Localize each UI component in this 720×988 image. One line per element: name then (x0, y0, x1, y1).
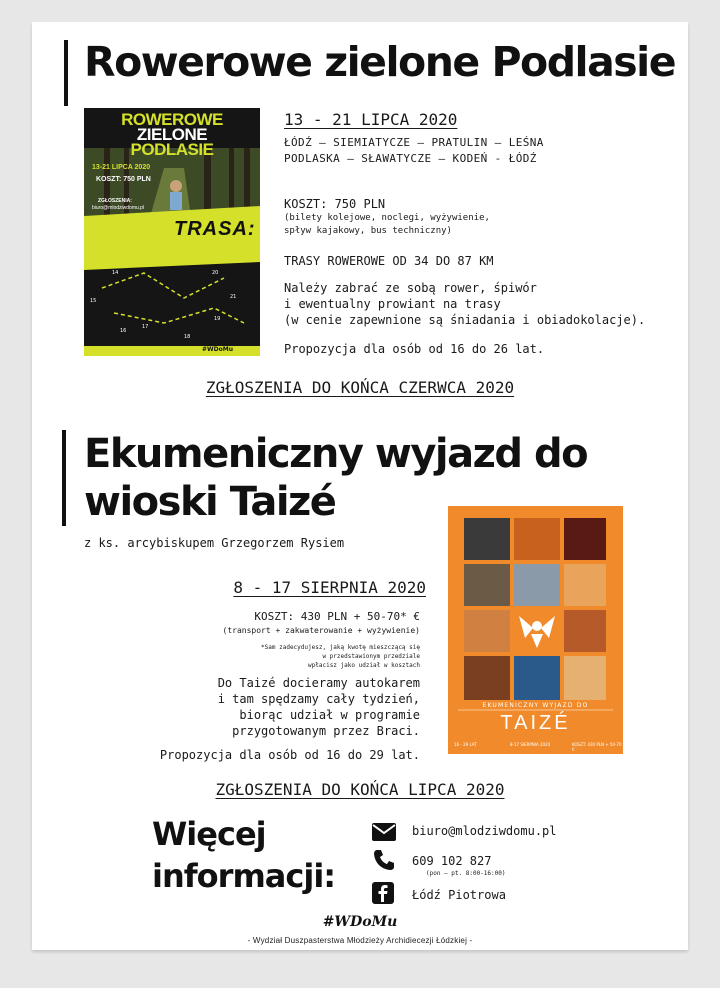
envelope-icon (372, 823, 396, 841)
poster-dates: 13-21 LIPCA 2020 (92, 164, 151, 171)
poster-info-mid: 8-17 SIERPNIA 2020 (510, 742, 551, 747)
poster-caption: EKUMENICZNY WYJAZD DO (482, 702, 589, 709)
trip1-bring-line1: Należy zabrać ze sobą rower, śpiwór (284, 281, 537, 295)
poster-contact-label: ZGŁOSZENIA: (98, 198, 132, 204)
trip2-desc-line4: przygotowanym przez Braci. (232, 724, 420, 738)
title-bar (62, 430, 66, 526)
trip1-dates: 13 - 21 LIPCA 2020 (284, 110, 458, 129)
poster-brand: #WDoMu (202, 346, 233, 353)
contact-facebook[interactable]: Łódź Piotrowa (412, 888, 506, 902)
trip1-cost-note2: spływ kajakowy, bus techniczny) (284, 226, 452, 236)
trip2-desc-line2: i tam spędzamy cały tydzień, (217, 692, 420, 706)
poster-stop: 19 (214, 316, 221, 322)
poster-line1: ROWEROWE (121, 110, 223, 129)
poster-line2: ZIELONE (136, 125, 208, 144)
poster-cost: KOSZT: 750 PLN (96, 176, 151, 183)
contact-heading-line2: informacji: (152, 857, 336, 895)
facebook-icon (372, 882, 394, 904)
contact-phone[interactable]: 609 102 827 (412, 854, 492, 868)
trip1-routes: TRASY ROWEROWE OD 34 DO 87 KM (284, 254, 494, 268)
trip1-cost: KOSZT: 750 PLN (284, 197, 386, 211)
phone-icon (372, 848, 396, 872)
trip1-route-line1: ŁÓDŹ – SIEMIATYCZE – PRATULIN – LEŚNA (284, 136, 544, 149)
trip1-title: Rowerowe zielone Podlasie (84, 38, 676, 86)
poster-stop: 14 (112, 270, 119, 276)
trip2-poster (448, 506, 623, 754)
trip1-age: Propozycja dla osób od 16 do 26 lat. (284, 342, 545, 356)
flyer-page (32, 22, 688, 950)
poster-stop: 17 (142, 324, 149, 330)
poster-stop: 16 (120, 328, 127, 334)
poster-stop: 15 (90, 298, 97, 304)
trip2-desc-line1: Do Taizé docieramy autokarem (217, 676, 420, 690)
poster-contact-email: biuro@mlodziwdomu.pl (92, 205, 145, 211)
poster-info-right: KOSZT: 430 PLN + 50-70 € (572, 742, 622, 752)
trip2-cost-note: (transport + zakwaterowanie + wyżywienie) (222, 626, 420, 635)
poster-stop: 21 (230, 294, 237, 300)
footer-text: - Wydział Duszpasterstwa Młodzieży Archidiecezji Łódzkiej - (247, 936, 473, 945)
trip1-route-line2: PODLASKA – SŁAWATYCZE – KODEŃ - ŁÓDŹ (284, 152, 537, 165)
trip2-footnote-line1: *Sam zadecydujesz, jaką kwotę mieszczącą się (261, 644, 420, 651)
contact-email[interactable]: biuro@mlodziwdomu.pl (412, 824, 557, 838)
trip1-poster (84, 108, 260, 356)
trip2-dates: 8 - 17 SIERPNIA 2020 (233, 578, 426, 597)
trip2-footnote-line2: w przedstawionym przedziale (322, 653, 420, 660)
trip1-bring-line2: i ewentualny prowiant na trasy (284, 297, 501, 311)
title-bar (64, 40, 68, 106)
trip2-cost: KOSZT: 430 PLN + 50-70* € (254, 610, 420, 623)
trip1-cost-note1: (bilety kolejowe, noclegi, wyżywienie, (284, 213, 490, 223)
poster-line3: PODLASIE (130, 140, 214, 159)
footer-logo: #WDoMu (322, 914, 398, 930)
trip2-desc-line3: biorąc udział w programie (239, 708, 420, 722)
poster-route-label: TRASA: (174, 218, 256, 240)
poster-stop: 18 (184, 334, 191, 340)
poster-stop: 20 (212, 270, 219, 276)
trip2-age: Propozycja dla osób od 16 do 29 lat. (159, 748, 420, 762)
trip2-title-line1: Ekumeniczny wyjazd do (84, 431, 588, 477)
trip1-deadline: ZGŁOSZENIA DO KOŃCA CZERWCA 2020 (205, 378, 515, 397)
poster-info-left: 16 - 29 LAT (454, 742, 477, 747)
contact-heading-line1: Więcej (152, 815, 266, 853)
contact-hours: (pon – pt. 8:00-16:00) (426, 870, 506, 877)
trip2-footnote-line3: wpłacisz jako udział w kosztach (308, 662, 420, 669)
poster-name: TAIZÉ (500, 712, 571, 734)
trip2-title-line2: wioski Taizé (84, 479, 336, 525)
trip1-bring-line3: (w cenie zapewnione są śniadania i obiadokolacje). (284, 313, 646, 327)
trip2-deadline: ZGŁOSZENIA DO KOŃCA LIPCA 2020 (215, 780, 505, 799)
trip2-subtitle: z ks. arcybiskupem Grzegorzem Rysiem (84, 536, 345, 550)
